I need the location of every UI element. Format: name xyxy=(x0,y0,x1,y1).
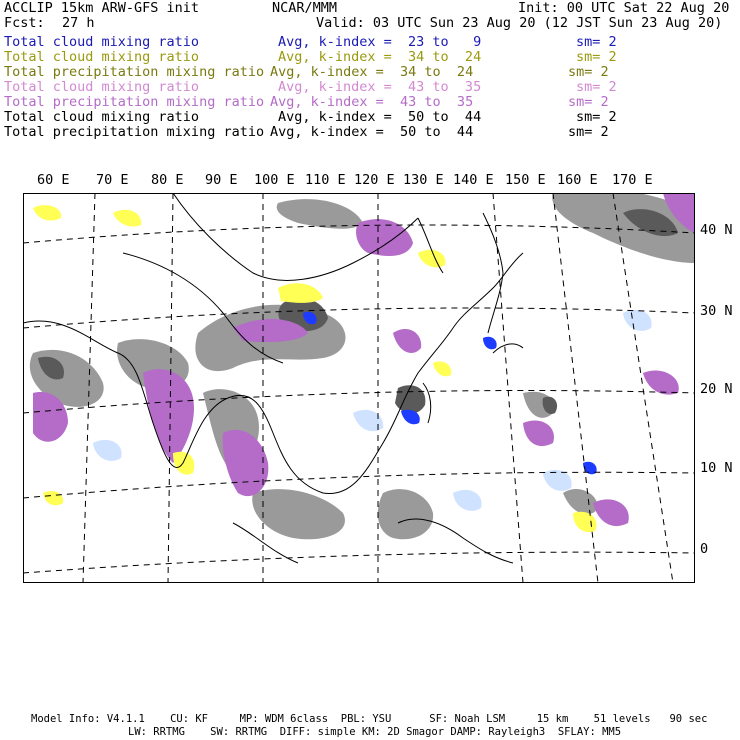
legend-row-1-name: Total cloud mixing ratio xyxy=(4,34,200,50)
legend-row-3-name: Total precipitation mixing ratio xyxy=(4,64,265,80)
organization: NCAR/MMM xyxy=(272,0,338,16)
valid-time: Valid: 03 UTC Sun 23 Aug 20 (12 JST Sun 23 Aug 20) xyxy=(316,15,723,31)
legend-row-4-sm: sm= 2 xyxy=(576,79,617,95)
forecast-map xyxy=(23,193,695,583)
lon-label: 170 E xyxy=(612,172,653,188)
lon-label: 100 E xyxy=(254,172,295,188)
legend-row-6-range: Avg, k-index = 50 to 44 xyxy=(278,109,482,125)
legend-row-5-range: Avg, k-index = 43 to 35 xyxy=(270,94,474,110)
legend-row-2-sm: sm= 2 xyxy=(576,49,617,65)
init-time: Init: 00 UTC Sat 22 Aug 20 xyxy=(518,0,730,16)
model-info-line-1: Model Info: V4.1.1 CU: KF MP: WDM 6class PBL: YSU SF: Noah LSM 15 km 51 levels 90 sec xyxy=(31,713,708,725)
legend-row-4-range: Avg, k-index = 43 to 35 xyxy=(278,79,482,95)
model-title: ACCLIP 15km ARW-GFS init xyxy=(4,0,200,16)
lon-label: 150 E xyxy=(505,172,546,188)
legend-row-1-range: Avg, k-index = 23 to 9 xyxy=(278,34,482,50)
legend-row-7-range: Avg, k-index = 50 to 44 xyxy=(270,124,474,140)
lon-label: 90 E xyxy=(205,172,238,188)
model-info-line-2: LW: RRTMG SW: RRTMG DIFF: simple KM: 2D Smagor DAMP: Rayleigh3 SFLAY: MM5 xyxy=(128,726,622,738)
legend-row-4-name: Total cloud mixing ratio xyxy=(4,79,200,95)
legend-row-3-sm: sm= 2 xyxy=(568,64,609,80)
legend-row-1-sm: sm= 2 xyxy=(576,34,617,50)
legend-row-6-name: Total cloud mixing ratio xyxy=(4,109,200,125)
forecast-label: Fcst: xyxy=(4,15,45,31)
legend-row-2-range: Avg, k-index = 34 to 24 xyxy=(278,49,482,65)
legend-row-7-sm: sm= 2 xyxy=(568,124,609,140)
lon-label: 130 E xyxy=(403,172,444,188)
legend-row-3-range: Avg, k-index = 34 to 24 xyxy=(270,64,474,80)
lat-label: 40 N xyxy=(700,222,733,238)
legend-row-6-sm: sm= 2 xyxy=(576,109,617,125)
lon-label: 120 E xyxy=(354,172,395,188)
lon-label: 80 E xyxy=(151,172,184,188)
lat-label: 30 N xyxy=(700,303,733,319)
lat-label: 10 N xyxy=(700,460,733,476)
legend-row-7-name: Total precipitation mixing ratio xyxy=(4,124,265,140)
lon-label: 160 E xyxy=(557,172,598,188)
lat-label: 0 xyxy=(700,541,709,557)
legend-row-5-sm: sm= 2 xyxy=(568,94,609,110)
lon-label: 70 E xyxy=(96,172,129,188)
lon-label: 140 E xyxy=(453,172,494,188)
legend-row-5-name: Total precipitation mixing ratio xyxy=(4,94,265,110)
lon-label: 60 E xyxy=(37,172,70,188)
lon-label: 110 E xyxy=(305,172,346,188)
legend-row-2-name: Total cloud mixing ratio xyxy=(4,49,200,65)
lat-label: 20 N xyxy=(700,381,733,397)
forecast-hours: 27 h xyxy=(62,15,95,31)
